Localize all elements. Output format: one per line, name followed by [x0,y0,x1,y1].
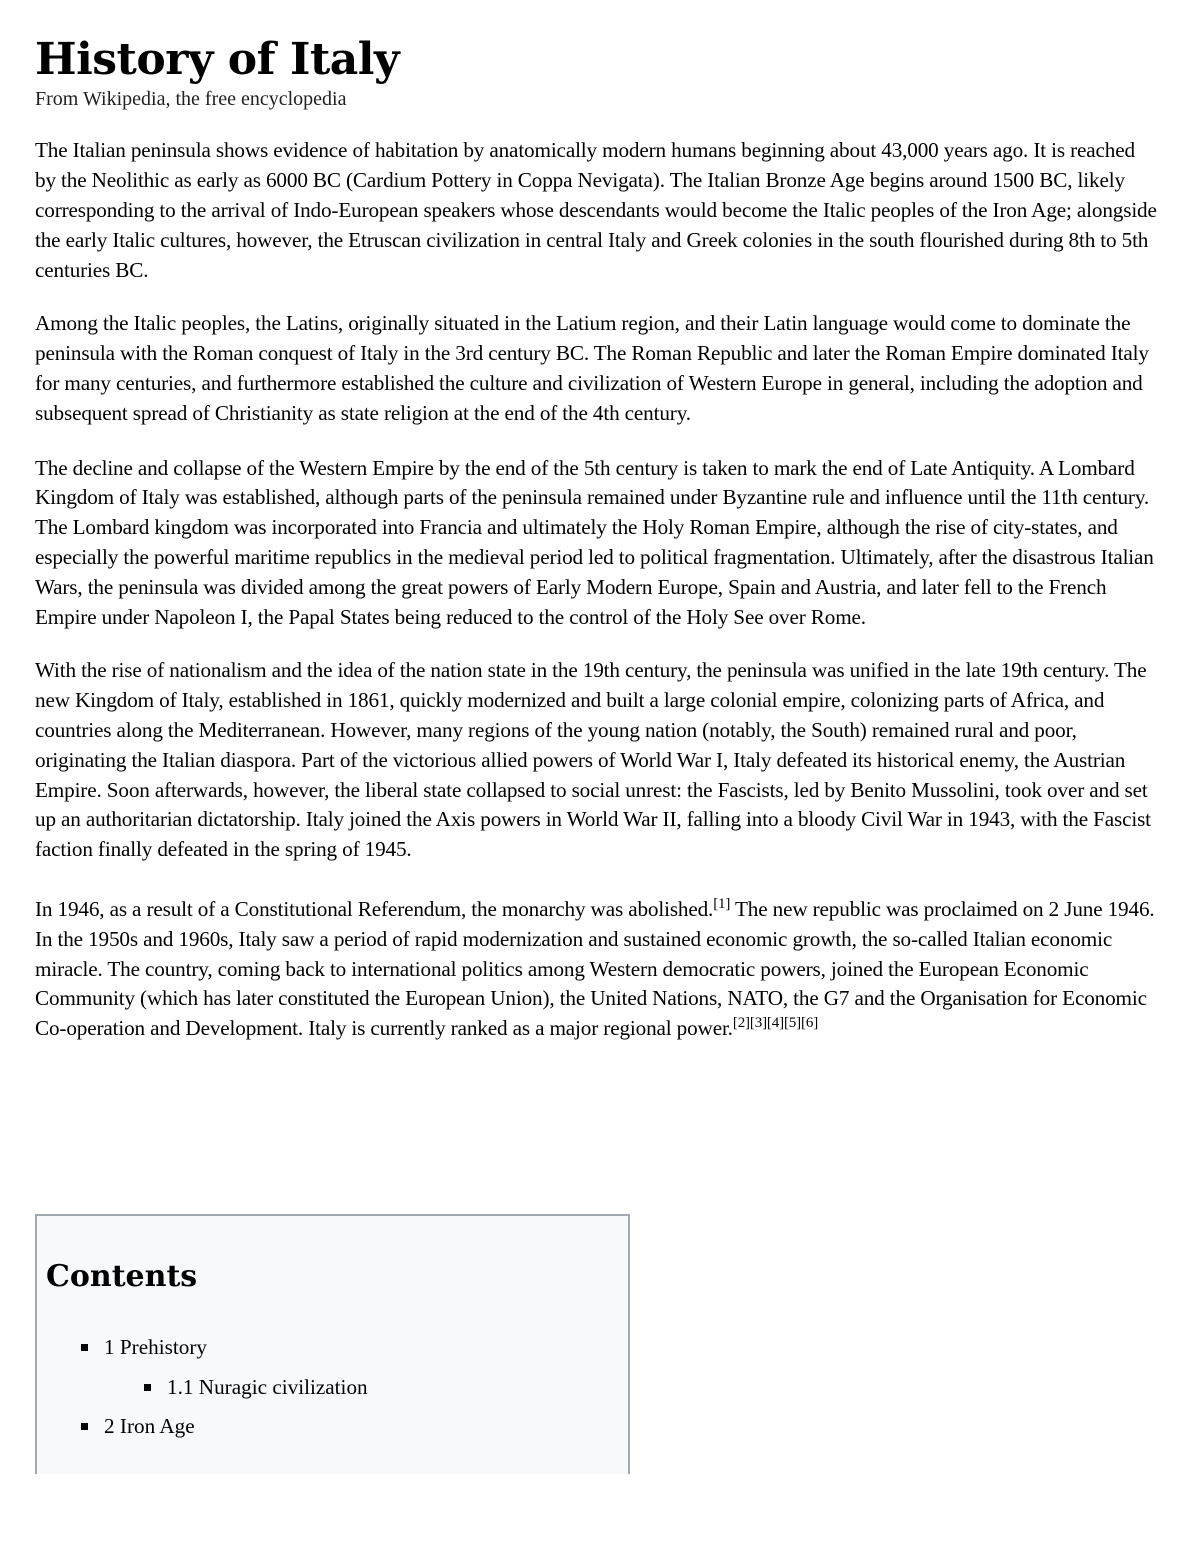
paragraph-republic [35,895,1160,1044]
paragraph-republic-text-2: The new republic was proclaimed on 2 June 1946. In the 1950s and 1960s, Italy saw a period of rapid modernization and sustained economic growth, the so-called Italian economic miracle. The country, coming back to international politics among Western democratic powers, joined the European Economic Community (which has later constituted the European Union), the United Nations, NATO, the G7 and the Organisation for Economic Co-operation and Development. Italy is currently ranked as a major regional power. [35,896,1155,1041]
paragraph-medieval: The decline and collapse of the Western Empire by the end of the 5th century is taken to mark the end of Late Antiquity. A Lombard Kingdom of Italy was established, although parts of the peninsula remained under Byzantine rule and influence until the 11th century. The Lombard kingdom was incorporated into Francia and ultimately the Holy Roman Empire, although the rise of city-states, and especially the powerful maritime republics in the medieval period led to political fragmentation. Ultimately, after the disastrous Italian Wars, the peninsula was divided among the great powers of Early Modern Europe, Spain and Austria, and later fell to the French Empire under Napoleon I, the Papal States being reduced to the control of the Holy See over Rome. [35,455,1154,629]
reference-link-1[interactable]: [1] [713,895,731,912]
toc-link-iron-age[interactable]: 2 Iron Age [104,1414,195,1438]
reference-links-2-6[interactable]: [2][3][4][5][6] [732,1015,819,1032]
toc-heading: Contents [46,1259,198,1294]
toc-link-prehistory[interactable]: 1 Prehistory [104,1335,207,1359]
bullet-icon [144,1384,151,1391]
toc-link-nuragic-civilization[interactable]: 1.1 Nuragic civilization [167,1375,368,1399]
paragraph-republic-text-1: In 1946, as a result of a Constitutional Referendum, the monarchy was abolished. [35,896,714,921]
table-of-contents [35,1214,630,1474]
bullet-icon [81,1423,88,1430]
bullet-icon [81,1344,88,1351]
paragraph-roman: Among the Italic peoples, the Latins, originally situated in the Latium region, and their Latin language would come to dominate the peninsula with the Roman conquest of Italy in the 3rd century BC. The Roman Republic and later the Roman Empire dominated Italy for many centuries, and furthermore established the culture and civilization of Western Europe in general, including the adoption and subsequent spread of Christianity as state religion at the end of the 4th century. [35,311,1149,425]
toc-item-nuragic-civilization[interactable] [144,1373,368,1401]
page-title: History of Italy [35,34,400,85]
paragraph-prehistory: The Italian peninsula shows evidence of habitation by anatomically modern humans beginning about 43,000 years ago. It is reached by the Neolithic as early as 6000 BC (Cardium Pottery in Coppa Nevigata). The Italian Bronze Age begins around 1500 BC, likely corresponding to the arrival of Indo-European speakers whose descendants would become the Italic peoples of the Iron Age; alongside the early Italic cultures, however, the Etruscan civilization in central Italy and Greek colonies in the south flourished during 8th to 5th centuries BC. [35,138,1157,282]
page-tagline: From Wikipedia, the free encyclopedia [35,88,347,111]
toc-item-iron-age[interactable] [81,1412,195,1440]
paragraph-unification: With the rise of nationalism and the idea of the nation state in the 19th century, the peninsula was unified in the late 19th century. The new Kingdom of Italy, established in 1861, quickly modernized and built a large colonial empire, colonizing parts of Africa, and countries along the Mediterranean. However, many regions of the young nation (notably, the South) remained rural and poor, originating the Italian diaspora. Part of the victorious allied powers of World War I, Italy defeated its historical enemy, the Austrian Empire. Soon afterwards, however, the liberal state collapsed to social unrest: the Fascists, led by Benito Mussolini, took over and set up an authoritarian dictatorship. Italy joined the Axis powers in World War II, falling into a bloody Civil War in 1943, with the Fascist faction finally defeated in the spring of 1945. [35,658,1151,862]
article-body [35,36,1160,1044]
toc-item-prehistory[interactable] [81,1333,207,1361]
